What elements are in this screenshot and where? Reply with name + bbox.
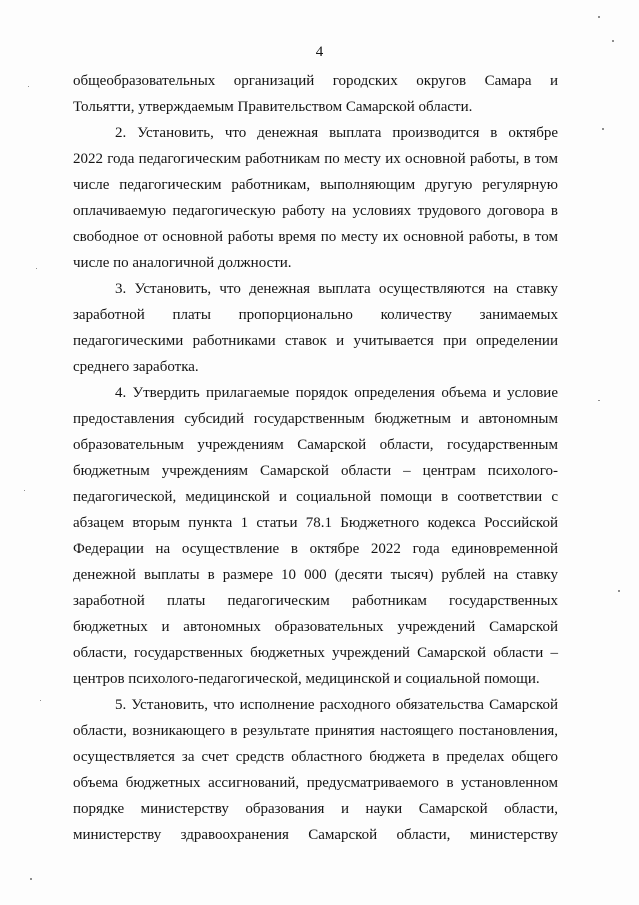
scan-speck [36,268,37,269]
text-line: области, возникающего в результате принятия настоящего постановления, [73,723,558,739]
text-line: объема бюджетных ассигнований, предусматриваемого в установленном [73,775,558,791]
text-line: 2022 года педагогическим работникам по месту их основной работы, в том [73,151,558,167]
scan-speck [40,700,41,701]
text-line: Федерации на осуществление в октябре 2022 года единовременной [73,541,558,557]
text-line: предоставления субсидий государственным бюджетным и автономным [73,411,558,427]
text-line: педагогической, медицинской и социальной помощи в соответствии с [73,489,558,505]
text-line: министерству здравоохранения Самарской области, министерству [73,827,558,843]
text-line: денежной выплаты в размере 10 000 (десяти тысяч) рублей на ставку [73,567,558,583]
scan-speck [30,878,32,880]
text-line: образовательным учреждениям Самарской области, государственным [73,437,558,453]
text-line: центров психолого-педагогической, медицинской и социальной помощи. [73,671,540,687]
scan-speck [602,128,604,130]
text-line: 5. Установить, что исполнение расходного обязательства Самарской [115,697,558,713]
text-line: 4. Утвердить прилагаемые порядок определения объема и условие [115,385,558,401]
text-line: среднего заработка. [73,359,199,375]
text-line: осуществляется за счет средств областного бюджета в пределах общего [73,749,558,765]
page-number: 4 [315,44,324,60]
text-line: свободное от основной работы время по месту их основной работы, в том [73,229,558,245]
text-line: области, государственных бюджетных учреждений Самарской области – [73,645,558,661]
text-line: абзацем вторым пункта 1 статьи 78.1 Бюджетного кодекса Российской [73,515,558,531]
scan-speck [612,40,614,42]
text-line: числе по аналогичной должности. [73,255,292,271]
text-line: общеобразовательных организаций городских округов Самара и [73,73,558,89]
text-line: оплачиваемую педагогическую работу на условиях трудового договора в [73,203,558,219]
text-line: Тольятти, утверждаемым Правительством Самарской области. [73,99,473,115]
scan-speck [598,400,600,401]
text-line: 3. Установить, что денежная выплата осуществляются на ставку [115,281,558,297]
scan-speck [24,490,25,491]
scan-speck [28,86,29,87]
document-body [73,68,558,848]
text-line: педагогическими работниками ставок и учитывается при определении [73,333,558,349]
text-line: порядке министерству образования и науки Самарской области, [73,801,558,817]
scan-speck [618,590,620,592]
text-line: заработной платы педагогическим работникам государственных [73,593,558,609]
text-line: числе педагогическим работникам, выполняющим другую регулярную [73,177,558,193]
text-line: 2. Установить, что денежная выплата производится в октябре [115,125,558,141]
text-line: бюджетным учреждениям Самарской области – центрам психолого- [73,463,558,479]
scan-speck [598,16,600,18]
text-line: заработной платы пропорционально количеству занимаемых [73,307,558,323]
text-line: бюджетных и автономных образовательных учреждений Самарской [73,619,558,635]
